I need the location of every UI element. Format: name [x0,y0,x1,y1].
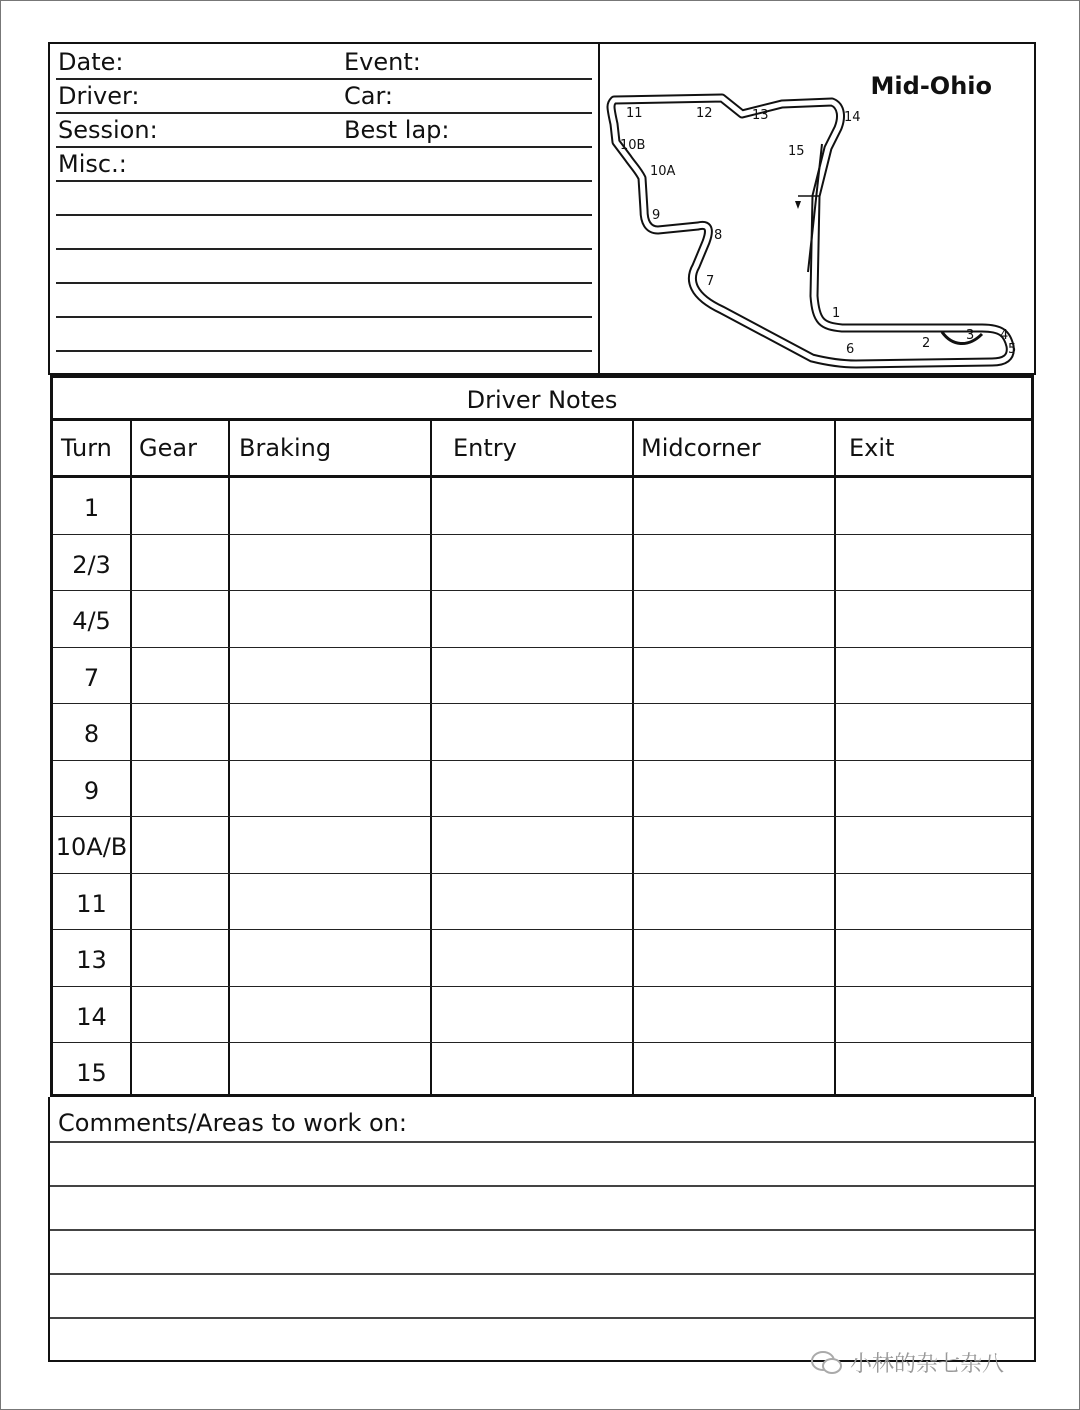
table-row[interactable] [53,874,1031,931]
misc-line[interactable] [56,180,592,182]
turn-label: 15 [788,144,805,159]
date-label: Date: [58,48,124,76]
table-row[interactable] [53,930,1031,987]
table-body [53,478,1031,1097]
table-row[interactable] [53,478,1031,535]
misc-line[interactable] [56,282,592,284]
column-header-entry: Entry [453,434,517,462]
turn-label: 9 [652,208,661,223]
comments-label: Comments/Areas to work on: [58,1109,407,1137]
session-label: Session: [58,116,158,144]
table-row[interactable] [53,987,1031,1044]
comments-section [48,1097,1036,1362]
misc-line[interactable] [56,214,592,216]
turn-cell: 4/5 [72,607,111,635]
turn-cell: 14 [76,1002,107,1031]
column-header-exit: Exit [849,434,895,462]
driver-notes-sheet [48,42,1036,1362]
turn-label: 14 [844,110,861,125]
date-event-line[interactable] [56,78,592,80]
turn-label: 11 [626,106,643,121]
turn-cell: 1 [83,494,100,522]
track-outline-icon [602,46,1034,373]
table-row[interactable] [53,817,1031,874]
driver-label: Driver: [58,82,140,110]
table-row[interactable] [53,648,1031,705]
turn-label: 7 [706,274,715,289]
turn-label: 6 [846,342,855,357]
column-header-gear: Gear [139,434,197,462]
comment-line[interactable] [50,1229,1034,1231]
misc-label: Misc.: [58,150,127,178]
turn-label: 1 [832,306,841,321]
turn-cell: 15 [76,1059,107,1087]
notes-title: Driver Notes [53,378,1031,421]
column-header-braking: Braking [239,434,332,462]
comment-line[interactable] [50,1141,1034,1143]
event-label: Event: [344,48,421,76]
table-row[interactable] [53,704,1031,761]
session-info-block [48,42,1036,375]
driver-notes-table [50,375,1034,1097]
session-bestlap-line[interactable] [56,146,592,148]
comment-line[interactable] [50,1317,1034,1319]
table-row[interactable] [53,1043,1031,1097]
turn-label: 4 [1000,328,1009,343]
track-map [602,46,1034,373]
turn-label: 13 [752,108,769,123]
misc-line[interactable] [56,248,592,250]
turn-label: 2 [922,336,931,351]
track-name: Mid-Ohio [870,72,992,100]
turn-cell: 2/3 [72,550,111,579]
wechat-icon [810,1350,844,1376]
comment-line[interactable] [50,1185,1034,1187]
turn-cell: 8 [83,720,100,748]
turn-label: 10A [650,164,676,179]
turn-label: 8 [714,228,723,243]
table-row[interactable] [53,761,1031,818]
turn-label: 12 [696,106,713,121]
turn-label: 3 [966,328,975,343]
column-header-midcorner: Midcorner [641,434,761,462]
misc-line[interactable] [56,316,592,318]
turn-cell: 7 [83,663,100,692]
turn-label: 10B [620,138,646,153]
turn-label: 5 [1008,342,1017,357]
driver-car-line[interactable] [56,112,592,114]
comment-line[interactable] [50,1273,1034,1275]
header-divider [598,44,600,373]
watermark [810,1347,1004,1378]
best-lap-label: Best lap: [344,116,450,144]
misc-line[interactable] [56,350,592,352]
column-header-turn: Turn [61,434,112,462]
turn-cell: 13 [76,946,107,974]
turn-cell: 10A/B [55,833,128,861]
table-row[interactable] [53,591,1031,648]
table-row[interactable] [53,535,1031,592]
car-label: Car: [344,82,393,110]
watermark-text: 小林的杂七杂八 [850,1352,1005,1377]
turn-cell: 9 [83,776,100,805]
turn-cell: 11 [76,889,107,918]
